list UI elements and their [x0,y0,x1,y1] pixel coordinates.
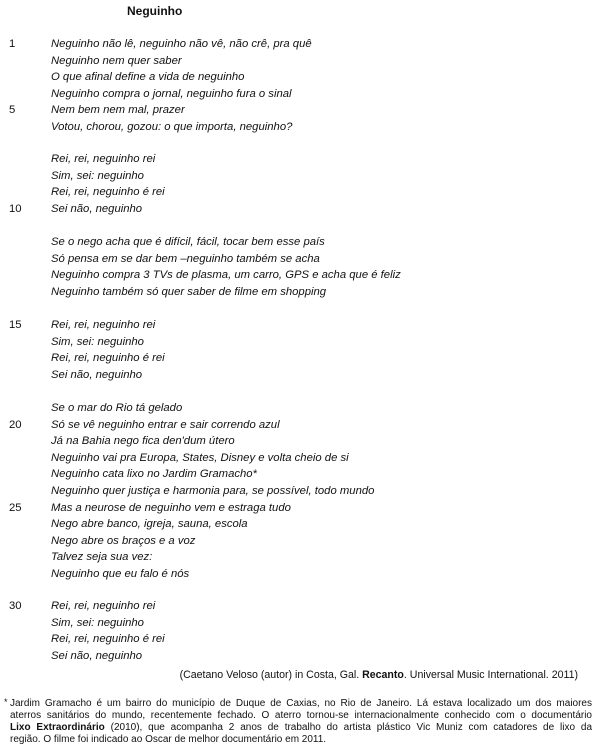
stanza [0,36,604,136]
poem-line [0,184,604,201]
line-text: Se o nego acha que é difícil, fácil, tocar bem esse país [51,236,325,248]
poem-line [0,400,604,417]
poem-line [0,367,604,384]
poem-line [0,334,604,351]
footnote-marker: * [4,697,8,707]
poem-line [0,533,604,550]
line-text: Rei, rei, neguinho é rei [51,186,165,199]
poem-line [0,251,604,268]
poem-line [0,516,604,533]
poem-line [0,566,604,583]
line-text: Rei, rei, neguinho rei [51,319,156,331]
line-text: Sim, sei: neguinho [51,169,144,182]
poem-line [0,317,604,334]
line-number: 25 [9,501,22,514]
poem-line [0,631,604,648]
line-text: Neguinho também só quer saber de filme em shopping [51,285,327,298]
line-text: Neguinho cata lixo no Jardim Gramacho* [51,468,257,481]
footnote-line: aterros sanitários do mundo, recentemente fechado. O aterro tornou-se internacionalmente conhecido com o documentário [10,710,592,721]
poem-line [0,648,604,665]
poem-line [0,53,604,70]
line-text: Neguinho quer justiça e harmonia para, se possível, todo mundo [51,484,375,497]
line-text: Sei não, neguinho [51,368,143,381]
poem-line [0,284,604,301]
line-text: Só se vê neguinho entrar e sair correndo azul [51,418,280,431]
line-text: Neguinho não lê, neguinho não vê, não crê, pra quê [51,38,312,50]
stanza [0,598,604,664]
poem-line [0,466,604,483]
line-text: Nego abre os braços e a voz [51,534,196,547]
poem-line [0,433,604,450]
line-number: 5 [9,104,16,117]
line-text: Votou, chorou, gozou: o que importa, neguinho? [51,120,293,133]
poem-line [0,36,604,53]
poem-line [0,549,604,566]
line-text: Neguinho que eu falo é nós [51,567,190,580]
credit-suffix: . Universal Music International. 2011) [403,669,578,681]
stanza [0,151,604,217]
line-text: Neguinho compra o jornal, neguinho fura o sinal [51,87,292,100]
poem-line [0,86,604,103]
line-number: 1 [9,38,16,50]
poem-line [0,450,604,467]
footnote [6,698,592,746]
line-text: Sim, sei: neguinho [51,335,144,348]
line-text: Sei não, neguinho [51,202,143,215]
credit-album: Recanto [362,669,404,681]
poem-line [0,350,604,367]
line-text: Neguinho vai pra Europa, States, Disney e volta cheio de si [51,451,349,464]
footnote-line: região. O filme foi indicado ao Oscar de melhor documentário em 2011. [10,734,327,745]
poem-line [0,417,604,434]
documentary-title: Lixo Extraordinário [10,722,105,733]
line-text: Nem bem nem mal, prazer [51,104,185,117]
footnote-line-rest: (2010), que acompanha 2 anos de trabalho do artista plástico Vic Muniz com catadores de lixo da [104,722,593,733]
footnote-line: Jardim Gramacho é um bairro do município de Duque de Caxias, no Rio de Janeiro. Lá estava localizado um dos maiores [10,698,592,709]
line-text: Rei, rei, neguinho é rei [51,352,165,365]
line-text: Neguinho compra 3 TVs de plasma, um carro, GPS e acha que é feliz [51,269,401,282]
poem-line [0,598,604,615]
line-number: 10 [9,202,22,215]
line-text: Nego abre banco, igreja, sauna, escola [51,518,248,531]
stanza [0,234,604,300]
line-number: 30 [9,600,22,612]
line-text: Neguinho nem quer saber [51,54,182,67]
footnote-line [6,722,592,734]
poem-line [0,69,604,86]
stanza [0,400,604,583]
line-text: Rei, rei, neguinho rei [51,600,156,612]
poem-line [0,102,604,119]
poem-line [0,234,604,251]
line-number: 20 [9,418,22,431]
poem-line [0,500,604,517]
line-text: Talvez seja sua vez: [51,551,153,564]
line-number: 15 [9,319,22,331]
line-text: O que afinal define a vida de neguinho [51,71,245,84]
line-text: Rei, rei, neguinho rei [51,153,156,165]
line-text: Já na Bahia nego fica den'dum útero [51,435,235,448]
line-text: Sei não, neguinho [51,649,143,662]
line-text: Mas a neurose de neguinho vem e estraga tudo [51,501,291,514]
poem-line [0,483,604,500]
line-text: Sim, sei: neguinho [51,616,144,629]
poem-line [0,615,604,632]
stanza [0,317,604,383]
poem-line [0,267,604,284]
line-text: Se o mar do Rio tá gelado [51,402,183,414]
line-text: Rei, rei, neguinho é rei [51,633,165,646]
poem-line [0,151,604,168]
line-text: Só pensa em se dar bem –neguinho também se acha [51,252,320,265]
poem-line [0,119,604,136]
poem-title: Neguinho [127,4,183,18]
poem-line [0,168,604,185]
credit-prefix: (Caetano Veloso (autor) in Costa, Gal. [179,669,363,681]
poem-line [0,201,604,218]
song-credit [0,669,578,681]
